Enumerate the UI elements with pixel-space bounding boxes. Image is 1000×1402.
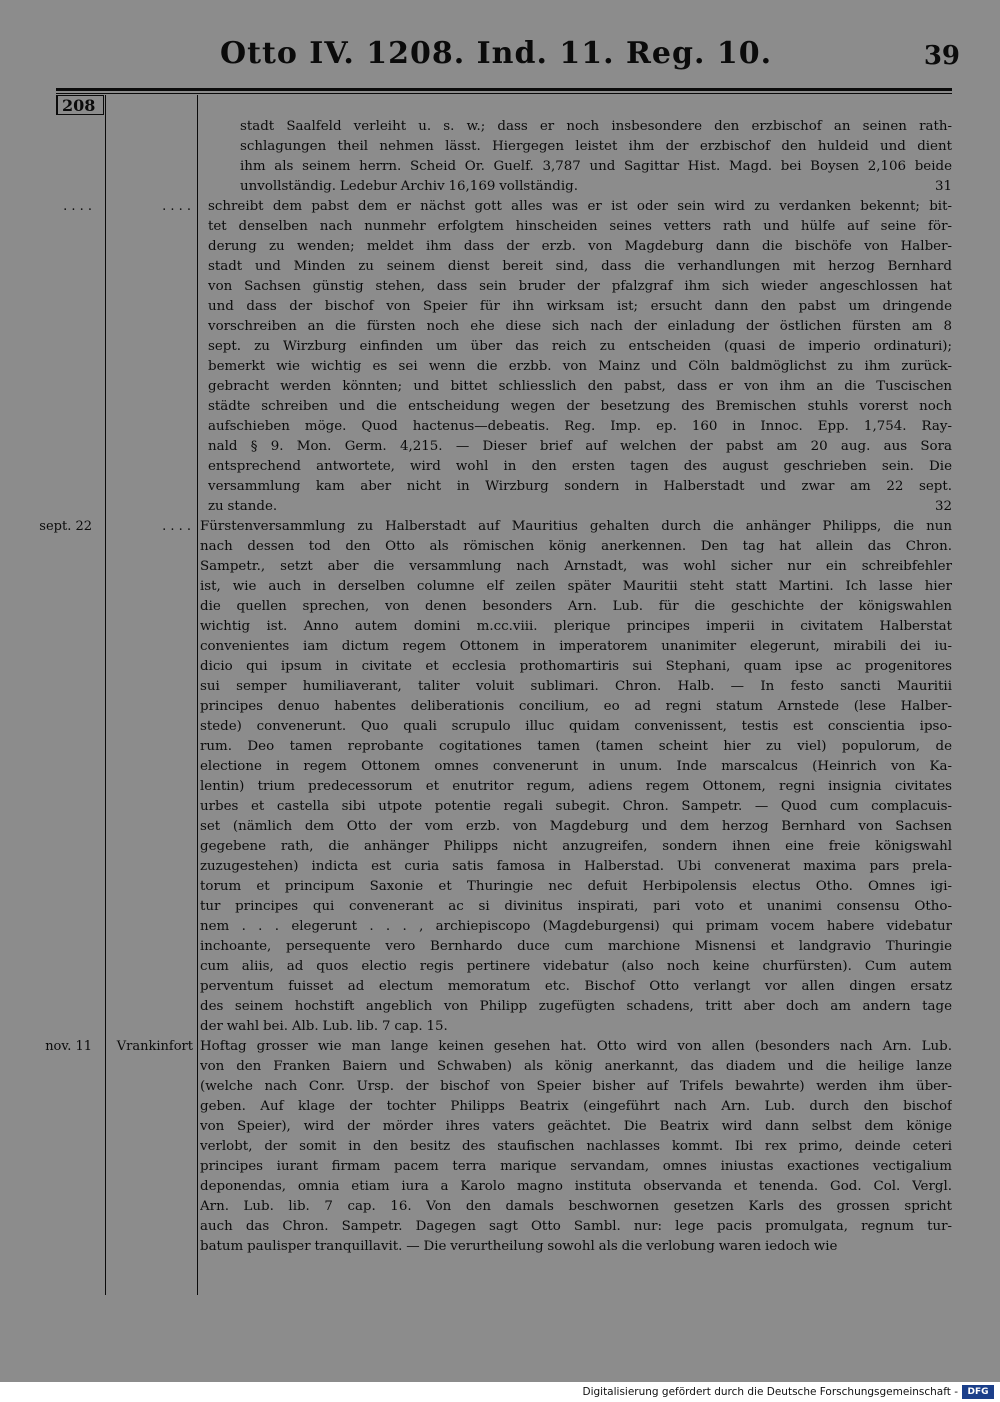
entry-text <box>208 197 952 517</box>
text-line-content: deponendas, omnia etiam iura a Karolo magno instituta observanda et tenenda. God. Col. Vergl. <box>200 1179 952 1194</box>
footer-bar <box>0 1382 1000 1402</box>
text-line-content: batum paulisper tranquillavit. — Die verurtheilung sowohl als die verlobung waren iedoch wie <box>200 1239 838 1254</box>
column-divider-place <box>197 95 198 1295</box>
text-line-content: gegebene rath, die anhänger Philipps nicht anzugreifen, sondern ihnen eine freie königswahl <box>200 839 952 854</box>
text-line <box>208 197 952 217</box>
text-line <box>208 397 952 417</box>
text-line <box>240 137 952 157</box>
text-line-content: bemerkt wie wichtig es sei wenn die erzbb. von Mainz und Cöln baldmöglichst zu ihm zurück- <box>208 359 952 374</box>
entry-place: . . . . <box>162 519 191 534</box>
text-line-content: nach dessen tod den Otto als römischen könig anerkennen. Den tag hat allein das Chron. <box>200 539 952 554</box>
text-line <box>200 1177 952 1197</box>
text-line-content: inchoante, persequente vero Bernhardo duce cum marchione Misnensi et landgravio Thuringie <box>200 939 952 954</box>
text-line-content: Arn. Lub. lib. 7 cap. 16. Von den damals beschwornen gesetzen Karls des grossen spricht <box>200 1199 952 1214</box>
text-line-content: der wahl bei. Alb. Lub. lib. 7 cap. 15. <box>200 1019 448 1034</box>
text-line-content: sui semper humiliaverant, taliter voluit sublimari. Chron. Halb. — In festo sancti Mauritii <box>200 679 952 694</box>
text-line <box>200 737 952 757</box>
text-line <box>200 897 952 917</box>
text-line <box>208 237 952 257</box>
text-line <box>200 1157 952 1177</box>
text-line <box>200 537 952 557</box>
text-line <box>208 317 952 337</box>
entry-date: sept. 22 <box>39 519 92 534</box>
text-line-content: tur principes qui convenerant ac si divinitus inspirati, pari voto et unanimi consensu Otho- <box>200 899 952 914</box>
text-line-content: aufschieben möge. Quod hactenus—debeatis. Reg. Imp. ep. 160 in Innoc. Epp. 1,754. Ray- <box>208 419 952 434</box>
text-line-content: Sampetr., setzt aber die versammlung nach Arnstadt, was wohl sicher nur ein schreibfehler <box>200 559 952 574</box>
text-line <box>240 177 952 197</box>
text-line <box>200 877 952 897</box>
year-box: 208 <box>56 95 104 115</box>
text-line <box>200 1057 952 1077</box>
text-line <box>208 277 952 297</box>
text-line-content: ist, wie auch in derselben columne elf zeilen später Mauritii steht statt Martini. Ich lasse hier <box>200 579 952 594</box>
text-line <box>200 1077 952 1097</box>
text-line-content: nald § 9. Mon. Germ. 4,215. — Dieser brief auf welchen der pabst am 20 aug. aus Sora <box>208 439 952 454</box>
text-line <box>200 817 952 837</box>
entry-number: 31 <box>934 179 952 194</box>
text-line <box>208 337 952 357</box>
text-line-content: stadt Saalfeld verleiht u. s. w.; dass er noch insbesondere den erzbischof an seinen rath- <box>240 119 952 134</box>
text-line-content: von Sachsen günstig stehen, dass sein bruder der pfalzgraf ihm sich wieder angeschlossen hat <box>208 279 952 294</box>
entry-date: . . . . <box>63 199 92 214</box>
text-line <box>200 837 952 857</box>
text-line-content: rum. Deo tamen reprobante cogitationes tamen (tamen scheint hier zu viel) populorum, de <box>200 739 952 754</box>
text-line <box>208 437 952 457</box>
page-header <box>0 0 1000 80</box>
text-line-content: dicio qui ipsum in civitate et ecclesia prothomartiris sui Stephani, quam ipse ac progenitores <box>200 659 952 674</box>
text-line-content: principes iurant firmam pacem terra marique servandam, omnes iniustas exactiones vectigalium <box>200 1159 952 1174</box>
text-line-content: und dass der bischof von Speier für ihn wirksam ist; ersucht dann den pabst um dringende <box>208 299 952 314</box>
text-line-content: principes denuo habentes deliberationis concilium, eo ad regni statum Arnstede (lese Halber- <box>200 699 952 714</box>
text-line <box>208 457 952 477</box>
running-title: Otto IV. 1208. Ind. 11. Reg. 10. <box>220 36 773 71</box>
text-line-content: schreibt dem pabst dem er nächst gott alles was er ist oder sein wird zu verdanken bekennt; bit- <box>208 199 952 214</box>
text-line-content: ihm als seinem herrn. Scheid Or. Guelf. 3,787 und Sagittar Hist. Magd. bei Boysen 2,106 beide <box>240 159 952 174</box>
text-line-content: stadt und Minden zu seinem dienst bereit sind, dass die verhandlungen mit herzog Bernhard <box>208 259 952 274</box>
footer-credit: Digitalisierung gefördert durch die Deutsche Forschungsgemeinschaft - <box>582 1386 958 1398</box>
text-line <box>200 1197 952 1217</box>
text-line <box>200 957 952 977</box>
text-line-content: gebracht werden könnten; und bittet schliesslich den pabst, dass er von ihm an die Tuscischen <box>208 379 952 394</box>
text-line-content: versammlung kam aber nicht in Wirzburg sondern in Halberstadt und zwar am 22 sept. <box>208 479 952 494</box>
text-line <box>208 477 952 497</box>
text-line <box>200 997 952 1017</box>
text-line <box>200 1037 952 1057</box>
text-line-content: stede) convenerunt. Quo quali scrupulo illuc quidam convenissent, testis est conscientia ipso- <box>200 719 952 734</box>
text-line <box>200 637 952 657</box>
entry-place: . . . . <box>162 199 191 214</box>
text-line-content: unvollständig. Ledebur Archiv 16,169 vollständig. <box>240 179 578 194</box>
text-line <box>200 717 952 737</box>
text-line-content: set (nämlich dem Otto der vom erzb. von Magdeburg und dem herzog Bernhard von Sachsen <box>200 819 952 834</box>
text-line-content: Hoftag grosser wie man lange keinen gesehen hat. Otto wird von allen (besonders nach Arn. Lub. <box>200 1039 952 1054</box>
text-line <box>200 757 952 777</box>
text-line-content: städte schreiben und die entscheidung wegen der besetzung des Bremischen stuhls vorerst noch <box>208 399 952 414</box>
text-line-content: cum aliis, ad quos electio regis pertinere videbatur (also noch keine churfürsten). Cum autem <box>200 959 952 974</box>
text-line-content: schlagungen theil nehmen lässt. Hiergegen leistet ihm der erzbischof den huldeid und dient <box>240 139 952 154</box>
text-line-content: perventum fuisset ad electum memoratum etc. Bischof Otto verlangt vor allen dingen ersatz <box>200 979 952 994</box>
text-line <box>200 617 952 637</box>
text-line-content: geben. Auf klage der tochter Philipps Beatrix (eingeführt nach Arn. Lub. durch den bischof <box>200 1099 952 1114</box>
text-line-content: verlobt, der somit in den besitz des staufischen nachlasses kommt. Ibi rex primo, deinde ceteri <box>200 1139 952 1154</box>
text-line-content: Fürstenversammlung zu Halberstadt auf Mauritius gehalten durch die anhänger Philipps, die nun <box>200 519 952 534</box>
text-line <box>200 797 952 817</box>
text-line <box>200 577 952 597</box>
text-line-content: die quellen sprechen, von denen besonders Arn. Lub. für die geschichte der königswahlen <box>200 599 952 614</box>
entry-number: 32 <box>934 499 952 514</box>
text-line <box>208 357 952 377</box>
text-line-content: von Speier), wird der mörder ihres vaters geächtet. Die Beatrix wird dann selbst dem könige <box>200 1119 952 1134</box>
header-rule-thin <box>56 93 952 94</box>
text-line-content: torum et principum Saxonie et Thuringie nec defuit Herbipolensis electus Otho. Omnes igi- <box>200 879 952 894</box>
text-line-content: sept. zu Wirzburg einfinden um über das reich zu entscheiden (quasi de imperio ordinaturi); <box>208 339 952 354</box>
text-line-content: auch das Chron. Sampetr. Dagegen sagt Otto Sambl. nur: lege pacis promulgata, regnum tur- <box>200 1219 952 1234</box>
entry-date: nov. 11 <box>45 1039 92 1054</box>
text-line <box>200 1217 952 1237</box>
text-line-content: convenientes iam dictum regem Ottonem in imperatorem unanimiter elegerunt, mirabili dei iu- <box>200 639 952 654</box>
text-line <box>200 977 952 997</box>
text-line <box>200 857 952 877</box>
text-line <box>200 697 952 717</box>
text-line <box>200 677 952 697</box>
text-line <box>200 1117 952 1137</box>
entry-text <box>240 117 952 197</box>
text-line-content: (welche nach Conr. Ursp. der bischof von Speier bisher auf Trifels bewahrte) werden ihm über- <box>200 1079 952 1094</box>
text-line <box>200 1017 952 1037</box>
text-line <box>208 257 952 277</box>
text-line-content: tet denselben nach nunmehr erfolgtem hinscheiden seines vetters rath und hülfe auf seine för- <box>208 219 952 234</box>
text-line <box>208 217 952 237</box>
text-line-content: des seinem hochstift angeblich von Philipp zugefügten schadens, tritt aber doch am andern tage <box>200 999 952 1014</box>
page-number: 39 <box>923 41 960 71</box>
entry-place: Vrankinfort <box>116 1039 193 1054</box>
text-line <box>200 937 952 957</box>
text-line <box>200 777 952 797</box>
entry-text <box>200 1037 952 1257</box>
text-line-content: entsprechend antwortete, wird wohl in den ersten tagen des august geschrieben sein. Die <box>208 459 952 474</box>
text-line <box>240 157 952 177</box>
text-line <box>200 917 952 937</box>
text-line <box>200 517 952 537</box>
text-line-content: electione in regem Ottonem omnes convenerunt in unum. Inde marscalcus (Heinrich von Ka- <box>200 759 952 774</box>
column-divider-date <box>105 95 106 1295</box>
text-line-content: lentin) trium predecessorum et enutritor regum, adiens regem Ottonem, regni insignia civitates <box>200 779 952 794</box>
text-line-content: nem . . . elegerunt . . . , archiepiscopo (Magdeburgensi) qui primam vocem habere videbatur <box>200 919 952 934</box>
text-line <box>208 417 952 437</box>
text-line-content: wichtig ist. Anno autem domini m.cc.viii. plerique principes imperii in civitatem Halberstat <box>200 619 952 634</box>
text-line <box>208 497 952 517</box>
text-line <box>200 1097 952 1117</box>
text-line <box>200 657 952 677</box>
text-line-content: vorschreiben an die fürsten noch ehe diese sich nach der einladung der östlichen fürsten am 8 <box>208 319 952 334</box>
text-line <box>208 377 952 397</box>
entry-text <box>200 517 952 1037</box>
text-line-content: zuzugestehen) indicta est curia satis famosa in Halberstad. Ubi convenerat maxima pars prela- <box>200 859 952 874</box>
text-line-content: urbes et castella sibi utpote potentie regali subegit. Chron. Sampetr. — Quod cum complacuis- <box>200 799 952 814</box>
text-line <box>200 1137 952 1157</box>
text-line-content: von den Franken Baiern und Schwaben) als könig anerkannt, das diadem und die heilige lanze <box>200 1059 952 1074</box>
dfg-logo: DFG <box>962 1385 994 1399</box>
text-line <box>200 1237 952 1257</box>
text-line <box>208 297 952 317</box>
text-line-content: zu stande. <box>208 499 278 514</box>
text-line-content: derung zu wenden; meldet ihm dass der erzb. von Magdeburg dann die bischöfe von Halber- <box>208 239 952 254</box>
text-line <box>240 117 952 137</box>
header-rule <box>56 88 952 91</box>
text-line <box>200 557 952 577</box>
text-line <box>200 597 952 617</box>
